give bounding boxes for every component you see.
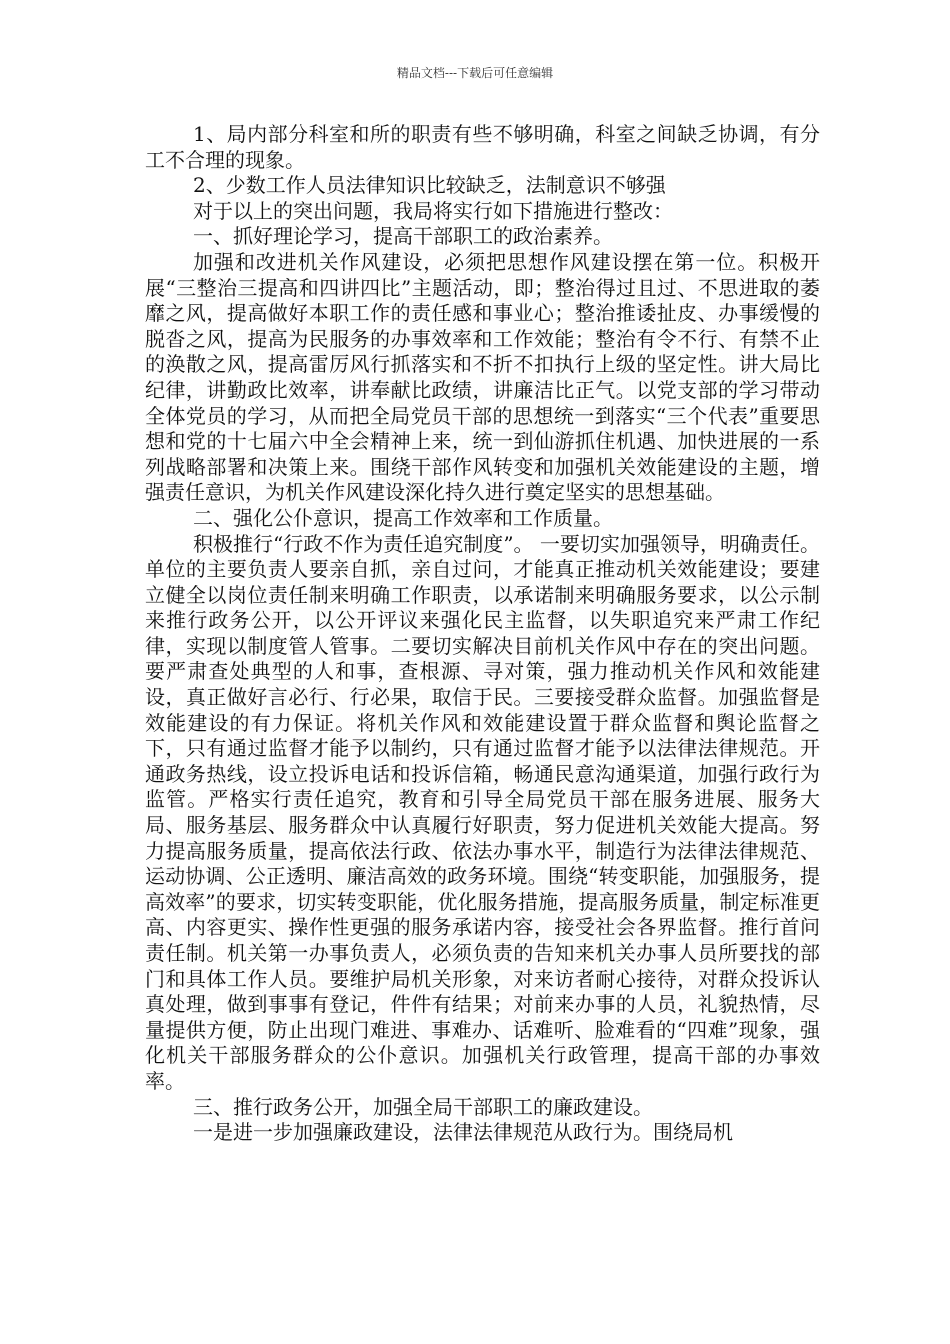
paragraph-issue-2: 2、少数工作人员法律知识比较缺乏，法制意识不够强	[193, 173, 666, 198]
section-heading-3: 三、推行政务公开，加强全局干部职工的廉政建设。	[193, 1094, 653, 1119]
paragraph-section-3-body: 一是进一步加强廉政建设，法律法律规范从政行为。围绕局机	[193, 1120, 733, 1145]
paragraph-section-1-body: 加强和改进机关作风建设，必须把思想作风建设摆在第一位。积极开展“三整治三提高和四讲四比”主题活动，即；整治得过且过、不思进取的萎靡之风，提高做好本职工作的责任感和事业心；整治推诿扯皮、办事缓慢的脱沓之风，提高为民服务的办事效率和工作效能；整治有令不行、有禁不止的涣散之风，提高雷厉风行抓落实和不折不扣执行上级的坚定性。讲大局比纪律，讲勤政比效率，讲奉献比政绩，讲廉洁比正气。以党支部的学习带动全体党员的学习，从而把全局党员干部的思想统一到落实“三个代表”重要思想和党的十七届六中全会精神上来，统一到仙游抓住机遇、加快进展的一系列战略部署和决策上来。围绕干部作风转变和加强机关效能建设的主题，增强责任意识，为机关作风建设深化持久进行奠定坚实的思想基础。	[145, 249, 820, 505]
paragraph-measures-intro: 对于以上的突出问题，我局将实行如下措施进行整改：	[193, 198, 673, 223]
document-body	[145, 122, 820, 1146]
page-header: 精品文档---下载后可任意编辑	[396, 66, 554, 80]
paragraph-issue-1: 1、局内部分科室和所的职责有些不够明确，科室之间缺乏协调，有分工不合理的现象。	[145, 122, 820, 172]
section-heading-2: 二、强化公仆意识，提高工作效率和工作质量。	[193, 505, 613, 530]
paragraph-section-2-body: 积极推行“行政不作为责任追究制度”。 一要切实加强领导，明确责任。单位的主要负责人要亲自抓，亲自过问，才能真正推动机关效能建设；要建立健全以岗位责任制来明确工作职责，以承诺制来明确服务要求，以公示制来推行政务公开，以公开评议来强化民主监督，以失职追究来严肃工作纪律，实现以制度管人管事。二要切实解决目前机关作风中存在的突出问题。要严肃查处典型的人和事，查根源、寻对策，强力推动机关作风和效能建设，真正做好言必行、行必果，取信于民。三要接受群众监督。加强监督是效能建设的有力保证。将机关作风和效能建设置于群众监督和舆论监督之下，只有通过监督才能予以制约，只有通过监督才能予以法律法律规范。开通政务热线，设立投诉电话和投诉信箱，畅通民意沟通渠道，加强行政行为监管。严格实行责任追究，教育和引导全局党员干部在服务进展、服务大局、服务基层、服务群众中认真履行好职责，努力促进机关效能大提高。努力提高服务质量，提高依法行政、依法办事水平，制造行为法律法律规范、运动协调、公正透明、廉洁高效的政务环境。围绕“转变职能，加强服务，提高效率”的要求，切实转变职能，优化服务措施，提高服务质量，制定标准更高、内容更实、操作性更强的服务承诺内容，接受社会各界监督。推行首问责任制。机关第一办事负责人，必须负责的告知来机关办事人员所要找的部门和具体工作人员。要维护局机关形象，对来访者耐心接待，对群众投诉认真处理，做到事事有登记，件件有结果；对前来办事的人员，礼貌热情，尽量提供方便，防止出现门难进、事难办、话难听、脸难看的“四难”现象，强化机关干部服务群众的公仆意识。加强机关行政管理，提高干部的办事效率。	[145, 531, 820, 1093]
section-heading-1: 一、抓好理论学习，提高干部职工的政治素养。	[193, 224, 613, 249]
